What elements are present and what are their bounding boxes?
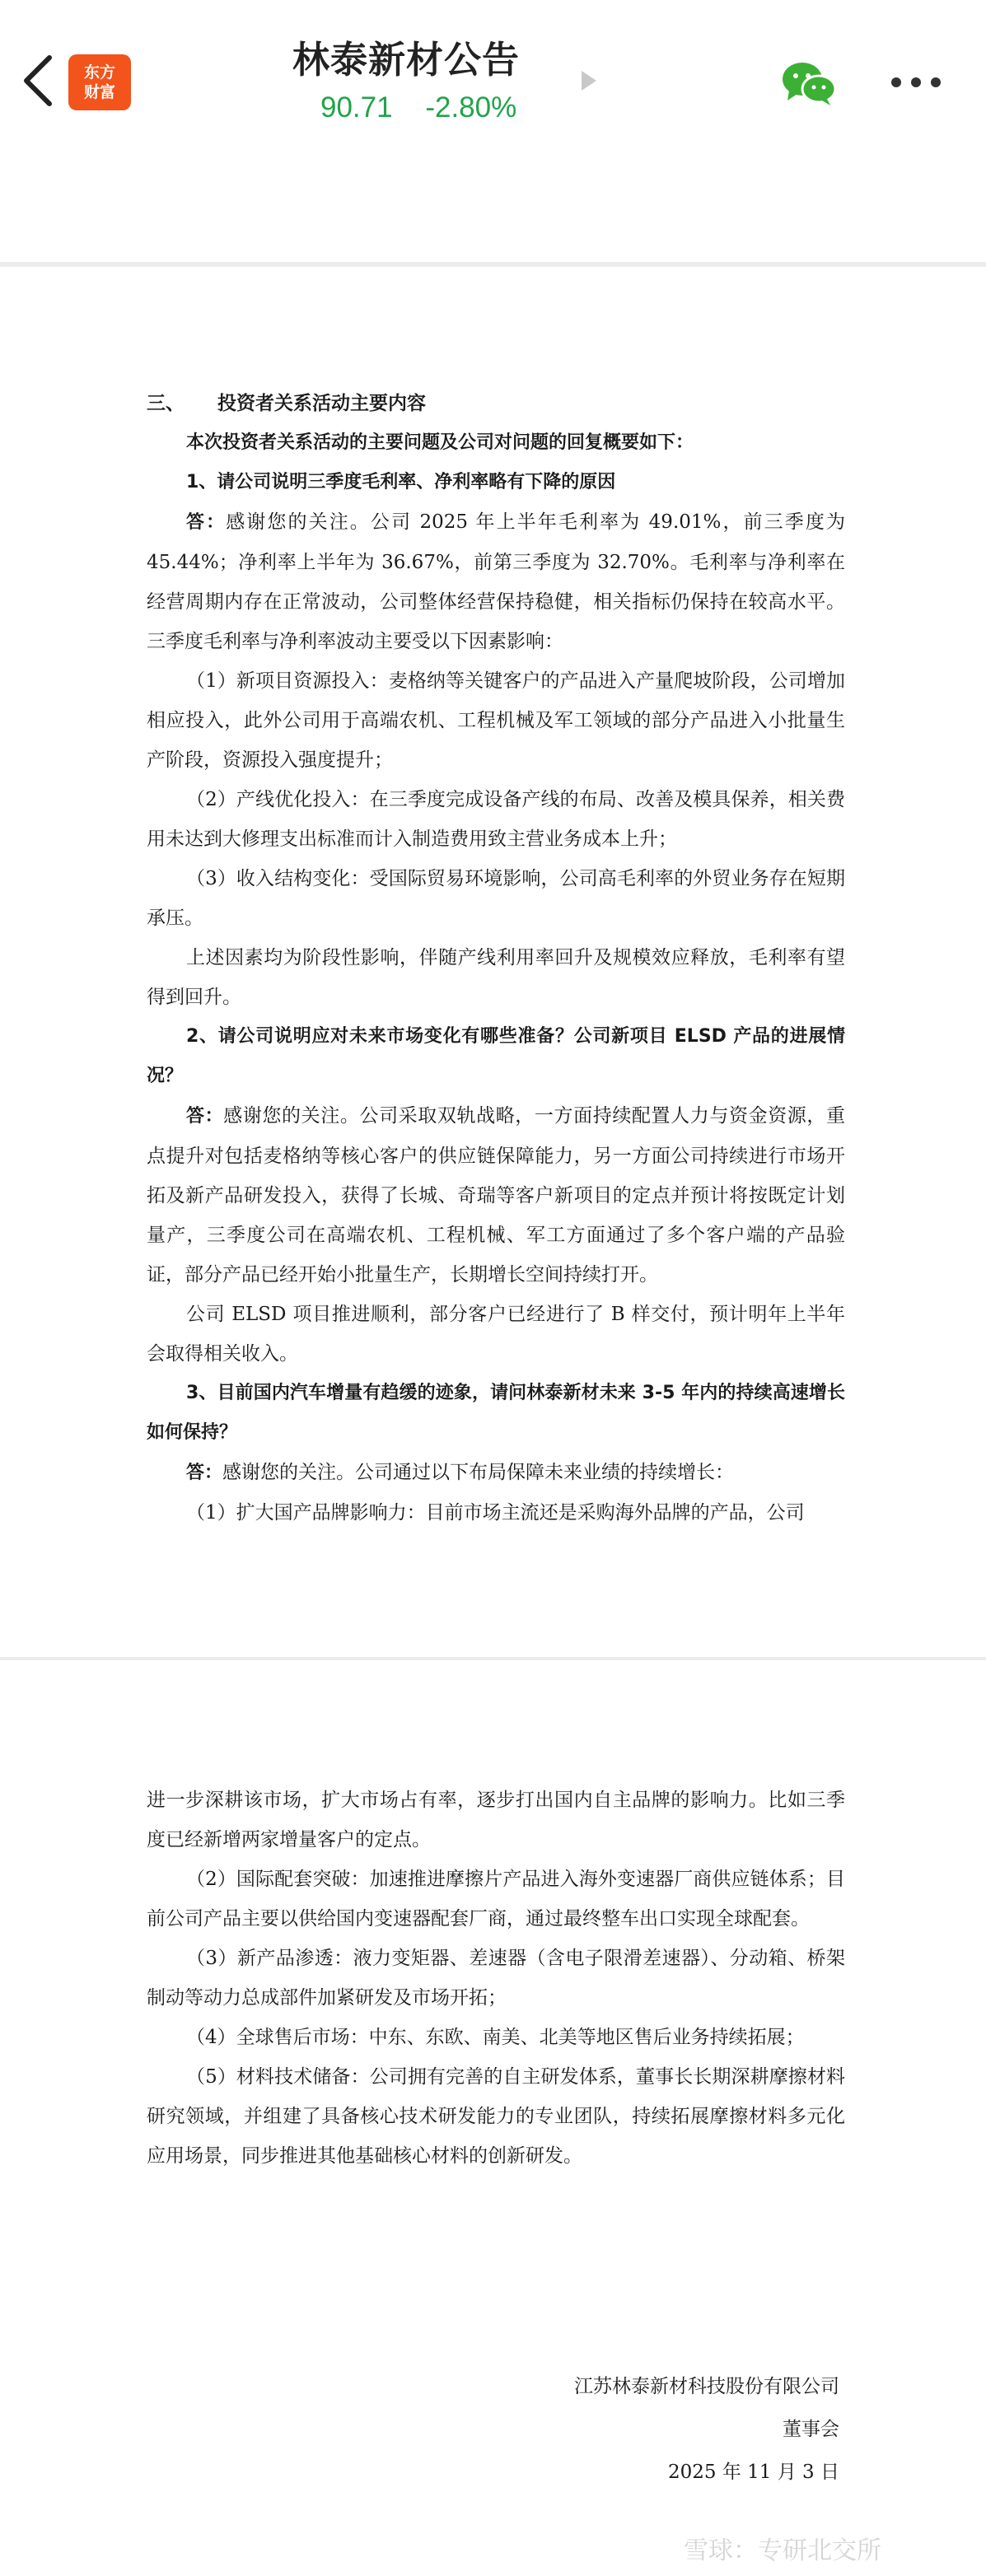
answer-1-text: 感谢您的关注。公司 2025 年上半年毛利率为 49.01%，前三季度为 45.44%；净利率上半年为 36.67%，前第三季度为 32.70%。毛利率与净利率在经营周期内存在正常波动，公司整体经营保持稳健，相关指标仍保持在较高水平。三季度毛利率与净利率波动主要受以下因素影响： <box>147 511 845 652</box>
answer-3 <box>147 1453 845 1493</box>
stock-change: -2.80% <box>425 91 517 124</box>
answer-1-point-2: （2）产线优化投入：在三季度完成设备产线的布局、改善及模具保养，相关费用未达到大修理支出标准而计入制造费用致主营业务成本上升； <box>147 789 845 850</box>
answer-3-point-5: （5）材料技术储备：公司拥有完善的自主研发体系，董事长长期深耕摩擦材料研究领域，并组建了具备核心技术研发能力的专业团队，持续拓展摩擦材料多元化应用场景，同步推进其他基础核心材料的创新研发。 <box>147 2066 845 2167</box>
answer-3-point-4: （4）全球售后市场：中东、东欧、南美、北美等地区售后业务持续拓展； <box>186 2027 805 2048</box>
document-body-2 <box>147 1780 845 2176</box>
document-page-2 <box>0 1657 986 2576</box>
app-logo <box>68 54 131 110</box>
question-1: 1、请公司说明三季度毛利率、净利率略有下降的原因 <box>186 472 616 492</box>
intro-text: 本次投资者关系活动的主要问题及公司对问题的回复概要如下： <box>186 432 694 453</box>
signature-block <box>574 2365 839 2494</box>
board-name: 董事会 <box>783 2419 839 2440</box>
page-title: 林泰新材公告 <box>292 38 521 82</box>
answer-1-conclusion: 上述因素均为阶段性影响，伴随产线利用率回升及规模效应释放，毛利率有望得到回升。 <box>147 947 845 1008</box>
stock-price: 90.71 <box>320 91 393 124</box>
document-page-1 <box>0 262 986 1657</box>
answer-2-text: 感谢您的关注。公司采取双轨战略，一方面持续配置人力与资金资源，重点提升对包括麦格纳等核心客户的供应链保障能力，另一方面公司持续进行市场开拓及新产品研发投入，获得了长城、奇瑞等客户新项目的定点并预计将按既定计划量产，三季度公司在高端农机、工程机械、军工方面通过了多个客户端的产品验证，部分产品已经开始小批量生产，长期增长空间持续打开。 <box>147 1105 845 1286</box>
answer-3-point-1-cont: 进一步深耕该市场，扩大市场占有率，逐步打出国内自主品牌的影响力。比如三季度已经新增两家增量客户的定点。 <box>147 1790 845 1850</box>
section-title: 投资者关系活动主要内容 <box>217 393 426 414</box>
play-triangle-icon[interactable] <box>578 68 600 94</box>
section-heading <box>147 384 845 423</box>
answer-label: 答： <box>186 512 227 533</box>
announcement-date: 2025 年 11 月 3 日 <box>668 2462 839 2483</box>
logo-text-line2: 财富 <box>83 83 115 101</box>
answer-2 <box>147 1096 845 1295</box>
question-3: 3、目前国内汽车增量有趋缓的迹象，请问林泰新材未来 3-5 年内的持续高速增长如何保持？ <box>147 1383 845 1443</box>
document-body-1 <box>147 384 845 1533</box>
logo-text-line1: 东方 <box>83 63 115 82</box>
back-arrow-icon[interactable] <box>18 51 58 110</box>
answer-label: 答： <box>186 1463 223 1483</box>
answer-3-text: 感谢您的关注。公司通过以下布局保障未来业绩的持续增长： <box>222 1462 735 1483</box>
answer-3-point-1-start: （1）扩大国产品牌影响力：目前市场主流还是采购海外品牌的产品，公司 <box>186 1502 805 1524</box>
answer-3-point-2: （2）国际配套突破：加速推进摩擦片产品进入海外变速器厂商供应链体系；目前公司产品主要以供给国内变速器配套厂商，通过最终整车出口实现全球配套。 <box>147 1869 845 1930</box>
top-spacer <box>0 140 986 262</box>
section-number: 三、 <box>147 393 185 414</box>
answer-3-point-3: （3）新产品渗透：液力变矩器、差速器（含电子限滑差速器）、分动箱、桥架制动等动力总成部件加紧研发及市场开拓； <box>147 1948 845 2009</box>
title-block <box>292 30 572 124</box>
more-options-icon[interactable] <box>890 76 942 89</box>
question-2: 2、请公司说明应对未来市场变化有哪些准备？公司新项目 ELSD 产品的进展情况？ <box>147 1026 845 1086</box>
top-app-bar <box>0 0 986 142</box>
answer-1-point-1: （1）新项目资源投入：麦格纳等关键客户的产品进入产量爬坡阶段，公司增加相应投入，此外公司用于高端农机、工程机械及军工领域的部分产品进入小批量生产阶段，资源投入强度提升； <box>147 670 845 771</box>
watermark-text: 雪球：专研北交所 <box>684 2536 881 2565</box>
answer-2-elsd: 公司 ELSD 项目推进顺利，部分客户已经进行了 B 样交付，预计明年上半年会取得相关收入。 <box>147 1304 845 1365</box>
answer-1 <box>147 502 845 661</box>
price-row <box>292 91 572 124</box>
wechat-share-icon[interactable] <box>779 59 839 107</box>
answer-1-point-3: （3）收入结构变化：受国际贸易环境影响，公司高毛利率的外贸业务存在短期承压。 <box>147 868 845 929</box>
company-name: 江苏林泰新材科技股份有限公司 <box>574 2376 839 2397</box>
answer-label: 答： <box>186 1106 224 1127</box>
